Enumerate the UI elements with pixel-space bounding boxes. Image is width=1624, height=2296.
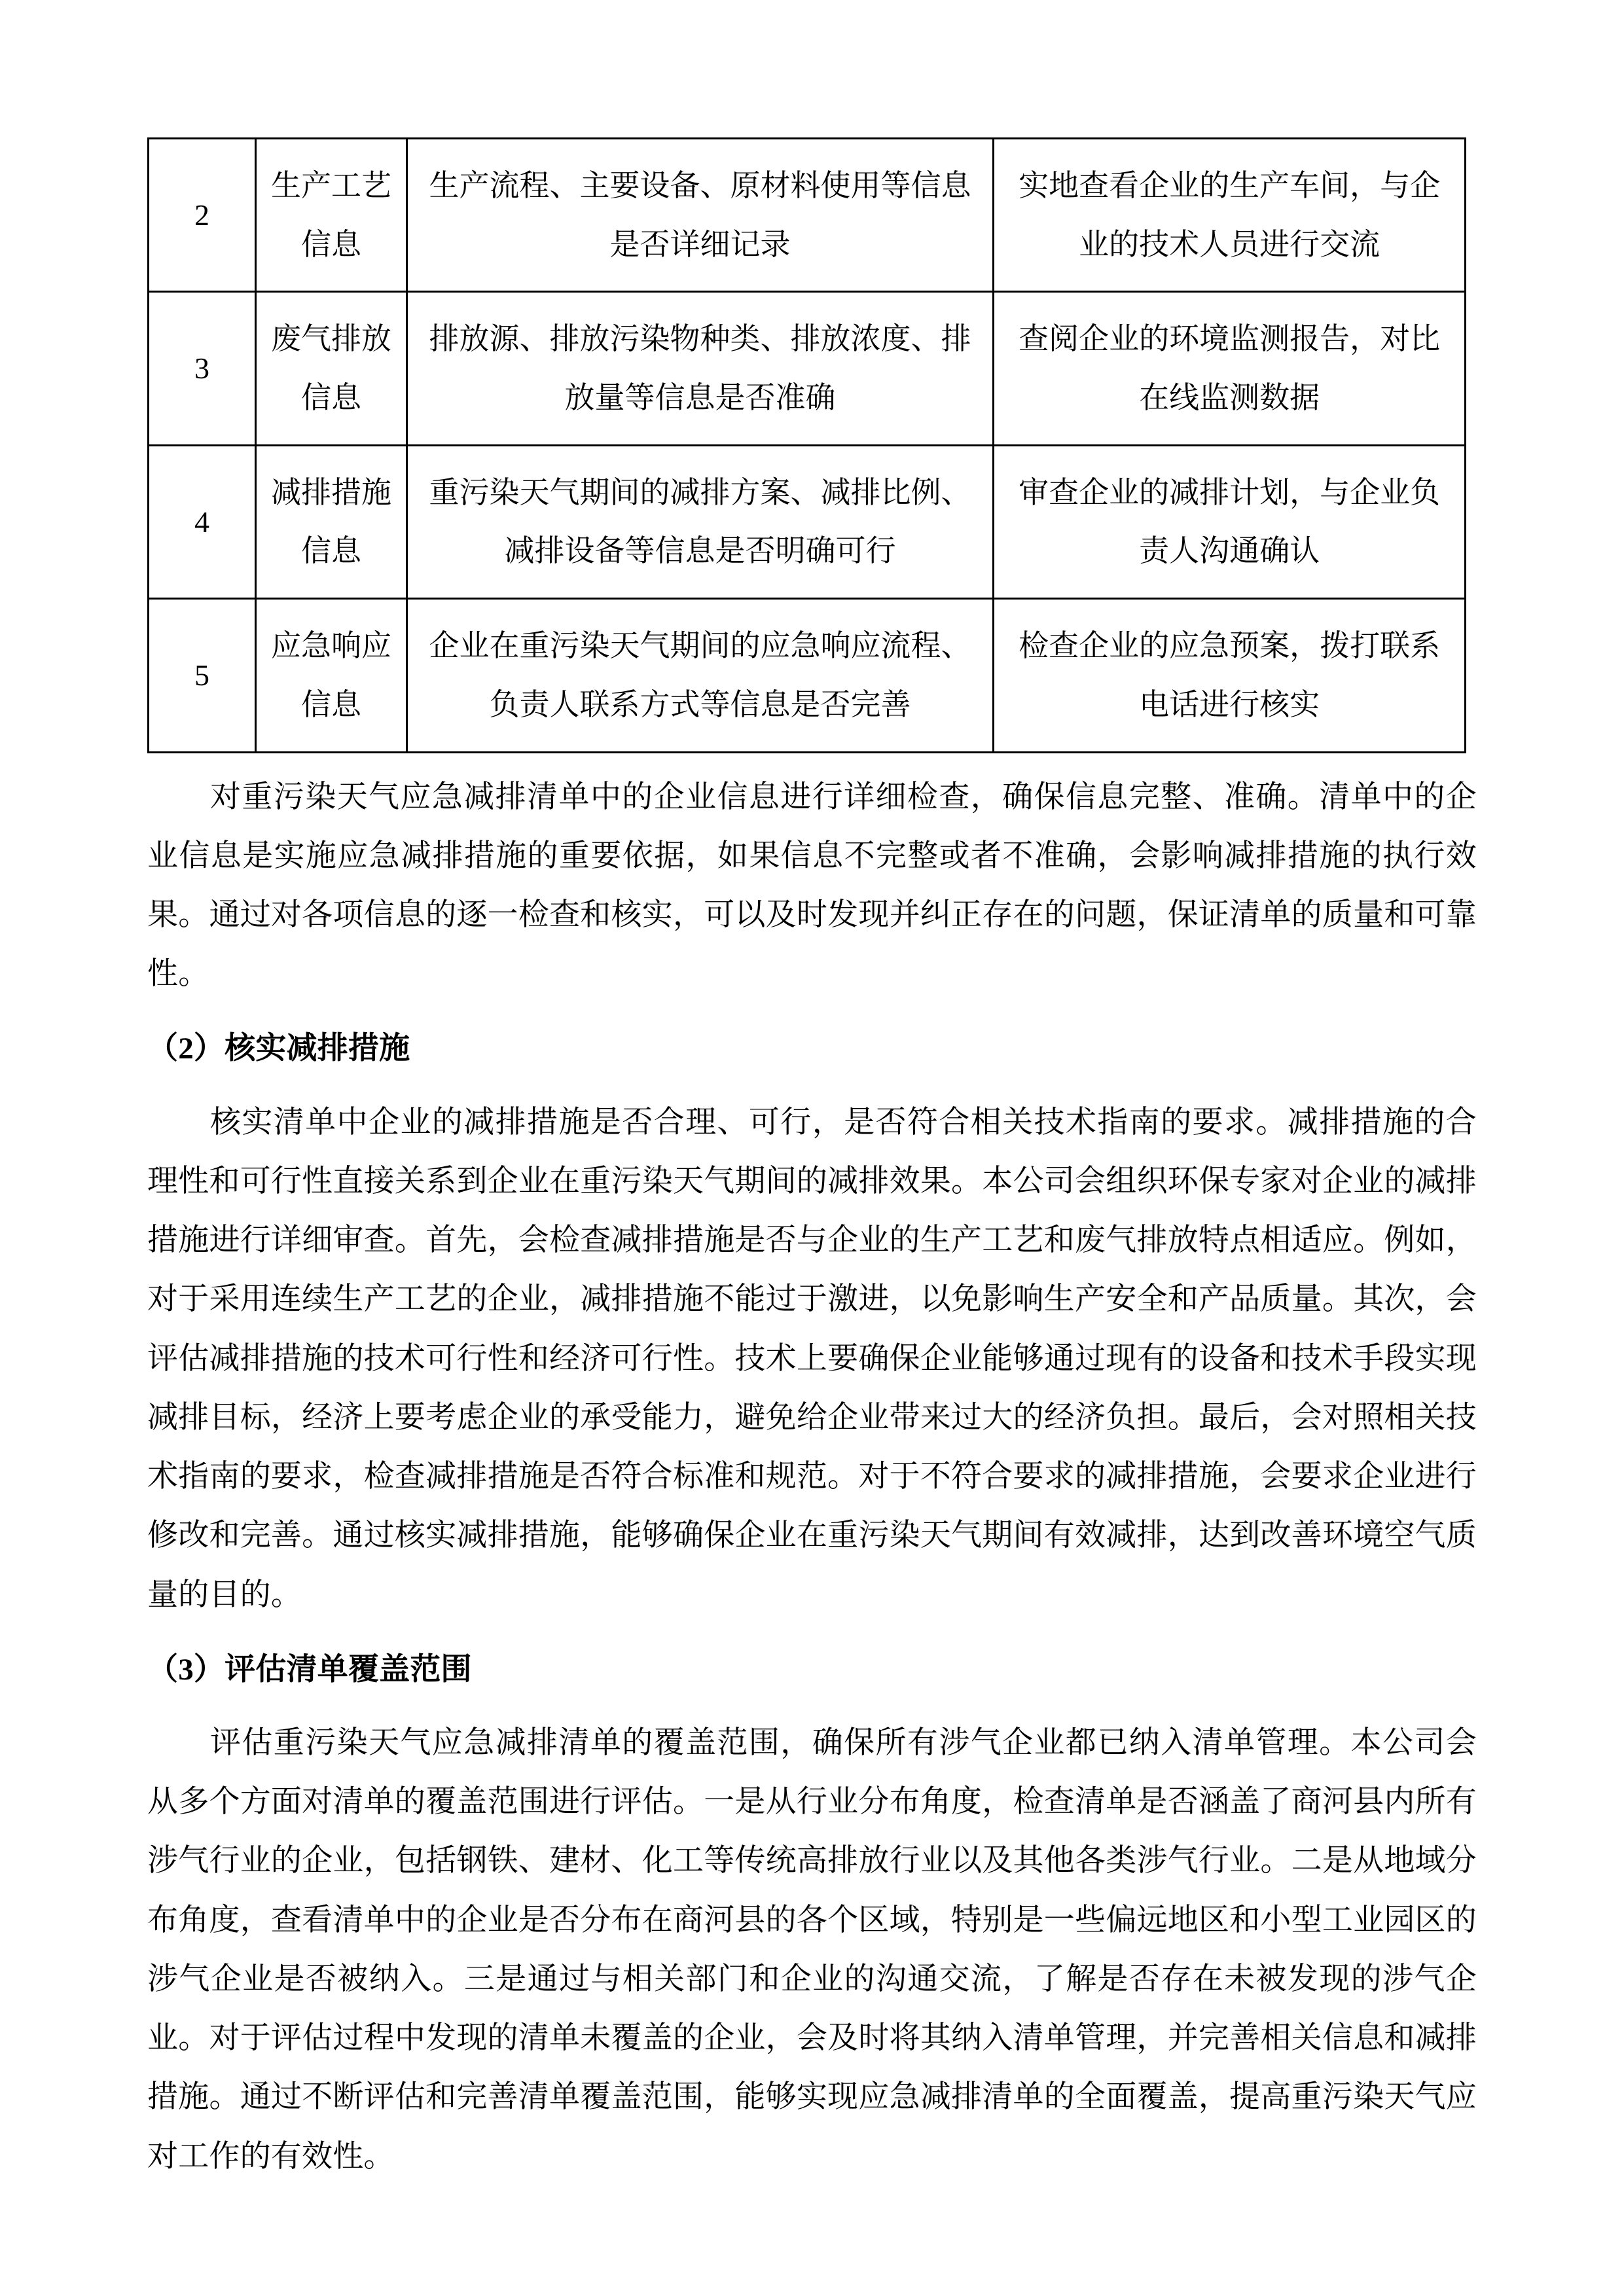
row-method-cell: 实地查看企业的生产车间，与企业的技术人员进行交流 xyxy=(994,139,1466,292)
row-content-cell: 生产流程、主要设备、原材料使用等信息是否详细记录 xyxy=(406,139,993,292)
row-content-cell: 企业在重污染天气期间的应急响应流程、负责人联系方式等信息是否完善 xyxy=(406,599,993,752)
table-row xyxy=(149,599,1466,752)
heading-section-2: （2）核实减排措施 xyxy=(147,1031,410,1066)
row-number-cell: 5 xyxy=(149,599,256,752)
paragraph-after-table: 对重污染天气应急减排清单中的企业信息进行详细检查，确保信息完整、准确。清单中的企业信息是实施应急减排措施的重要依据，如果信息不完整或者不准确，会影响减排措施的执行效果。通过对各项信息的逐一检查和核实，可以及时发现并纠正存在的问题，保证清单的质量和可靠性。 xyxy=(147,780,1477,992)
row-content-cell: 重污染天气期间的减排方案、减排比例、减排设备等信息是否明确可行 xyxy=(406,445,993,598)
table-row xyxy=(149,139,1466,292)
row-method-cell: 审查企业的减排计划，与企业负责人沟通确认 xyxy=(994,445,1466,598)
heading-section-3: （3）评估清单覆盖范围 xyxy=(147,1652,472,1687)
row-number-cell: 2 xyxy=(149,139,256,292)
table-row xyxy=(149,292,1466,445)
table-body xyxy=(149,139,1466,753)
table-row xyxy=(149,445,1466,598)
row-number-cell: 3 xyxy=(149,292,256,445)
row-method-cell: 检查企业的应急预案，拨打联系电话进行核实 xyxy=(994,599,1466,752)
row-method-cell: 查阅企业的环境监测报告，对比在线监测数据 xyxy=(994,292,1466,445)
inspection-checklist-table xyxy=(147,137,1466,753)
row-number-cell: 4 xyxy=(149,445,256,598)
paragraph-section-2: 核实清单中企业的减排措施是否合理、可行，是否符合相关技术指南的要求。减排措施的合理性和可行性直接关系到企业在重污染天气期间的减排效果。本公司会组织环保专家对企业的减排措施进行详细审查。首先，会检查减排措施是否与企业的生产工艺和废气排放特点相适应。例如，对于采用连续生产工艺的企业，减排措施不能过于激进，以免影响生产安全和产品质量。其次，会评估减排措施的技术可行性和经济可行性。技术上要确保企业能够通过现有的设备和技术手段实现减排目标，经济上要考虑企业的承受能力，避免给企业带来过大的经济负担。最后，会对照相关技术指南的要求，检查减排措施是否符合标准和规范。对于不符合要求的减排措施，会要求企业进行修改和完善。通过核实减排措施，能够确保企业在重污染天气期间有效减排，达到改善环境空气质量的目的。 xyxy=(147,1105,1477,1612)
row-item-cell: 生产工艺信息 xyxy=(255,139,406,292)
row-item-cell: 减排措施信息 xyxy=(255,445,406,598)
row-item-cell: 废气排放信息 xyxy=(255,292,406,445)
row-item-cell: 应急响应信息 xyxy=(255,599,406,752)
row-content-cell: 排放源、排放污染物种类、排放浓度、排放量等信息是否准确 xyxy=(406,292,993,445)
paragraph-section-3: 评估重污染天气应急减排清单的覆盖范围，确保所有涉气企业都已纳入清单管理。本公司会从多个方面对清单的覆盖范围进行评估。一是从行业分布角度，检查清单是否涵盖了商河县内所有涉气行业的企业，包括钢铁、建材、化工等传统高排放行业以及其他各类涉气行业。二是从地域分布角度，查看清单中的企业是否分布在商河县的各个区域，特别是一些偏远地区和小型工业园区的涉气企业是否被纳入。三是通过与相关部门和企业的沟通交流，了解是否存在未被发现的涉气企业。对于评估过程中发现的清单未覆盖的企业，会及时将其纳入清单管理，并完善相关信息和减排措施。通过不断评估和完善清单覆盖范围，能够实现应急减排清单的全面覆盖，提高重污染天气应对工作的有效性。 xyxy=(147,1726,1477,2174)
